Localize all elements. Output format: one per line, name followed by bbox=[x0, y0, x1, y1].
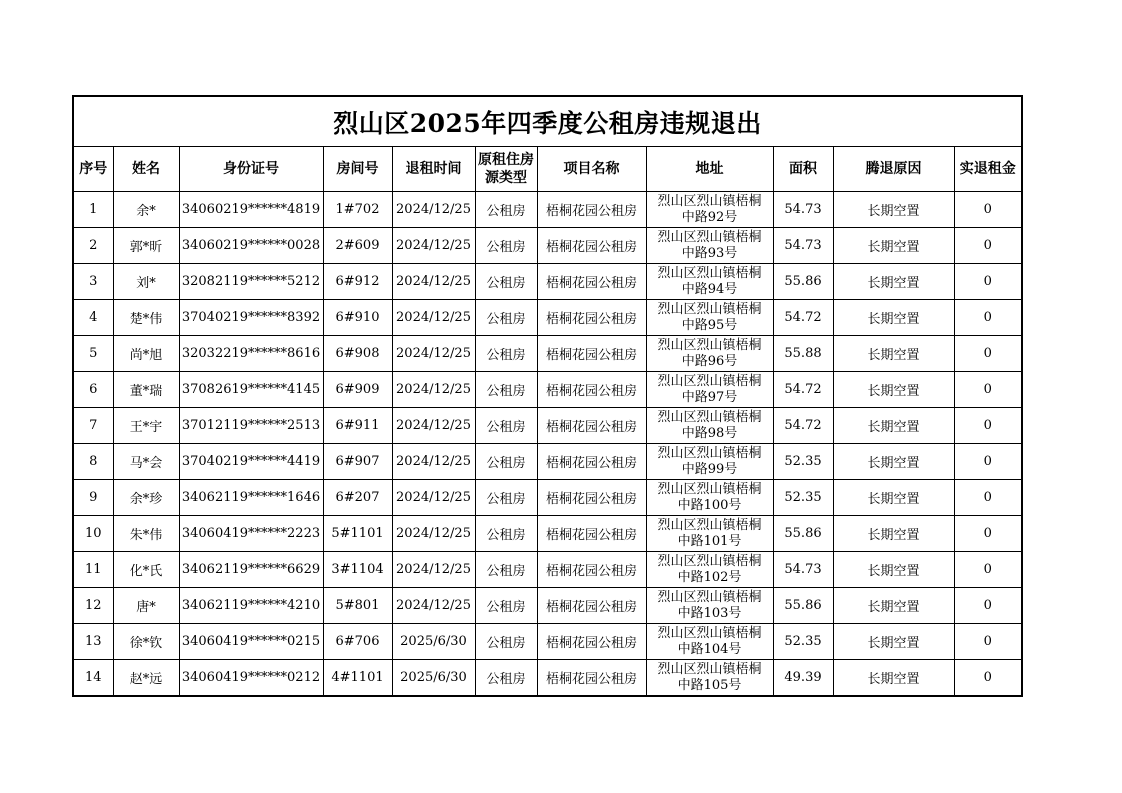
cell-project: 梧桐花园公租房 bbox=[537, 408, 646, 444]
table-row bbox=[73, 660, 1022, 697]
cell-id: 34062119******6629 bbox=[179, 552, 323, 588]
cell-date: 2024/12/25 bbox=[392, 444, 475, 480]
cell-date: 2024/12/25 bbox=[392, 516, 475, 552]
cell-rent: 0 bbox=[954, 480, 1022, 516]
header-project: 项目名称 bbox=[537, 147, 646, 192]
cell-area: 55.88 bbox=[773, 336, 833, 372]
cell-rent: 0 bbox=[954, 408, 1022, 444]
cell-type: 公租房 bbox=[475, 192, 537, 228]
cell-rent: 0 bbox=[954, 588, 1022, 624]
cell-type: 公租房 bbox=[475, 444, 537, 480]
cell-name: 赵*远 bbox=[113, 660, 179, 697]
cell-rent: 0 bbox=[954, 372, 1022, 408]
cell-room: 6#207 bbox=[323, 480, 392, 516]
header-id: 身份证号 bbox=[179, 147, 323, 192]
cell-project: 梧桐花园公租房 bbox=[537, 300, 646, 336]
address-line1: 烈山区烈山镇梧桐 bbox=[657, 229, 762, 245]
cell-id: 32032219******8616 bbox=[179, 336, 323, 372]
cell-area: 52.35 bbox=[773, 624, 833, 660]
cell-room: 1#702 bbox=[323, 192, 392, 228]
cell-id: 37082619******4145 bbox=[179, 372, 323, 408]
header-address: 地址 bbox=[646, 147, 773, 192]
cell-project: 梧桐花园公租房 bbox=[537, 444, 646, 480]
cell-seq: 6 bbox=[73, 372, 113, 408]
cell-date: 2024/12/25 bbox=[392, 552, 475, 588]
cell-seq: 3 bbox=[73, 264, 113, 300]
cell-id: 37012119******2513 bbox=[179, 408, 323, 444]
cell-area: 52.35 bbox=[773, 444, 833, 480]
cell-room: 6#907 bbox=[323, 444, 392, 480]
cell-room: 6#706 bbox=[323, 624, 392, 660]
cell-date: 2024/12/25 bbox=[392, 336, 475, 372]
cell-name: 楚*伟 bbox=[113, 300, 179, 336]
cell-area: 54.73 bbox=[773, 228, 833, 264]
cell-project: 梧桐花园公租房 bbox=[537, 192, 646, 228]
cell-room: 5#1101 bbox=[323, 516, 392, 552]
cell-reason: 长期空置 bbox=[833, 588, 954, 624]
cell-area: 55.86 bbox=[773, 588, 833, 624]
cell-name: 尚*旭 bbox=[113, 336, 179, 372]
address-line1: 烈山区烈山镇梧桐 bbox=[657, 373, 762, 389]
cell-id: 37040219******4419 bbox=[179, 444, 323, 480]
cell-room: 5#801 bbox=[323, 588, 392, 624]
address-line2: 中路103号 bbox=[677, 605, 742, 621]
address-line1: 烈山区烈山镇梧桐 bbox=[657, 589, 762, 605]
cell-reason: 长期空置 bbox=[833, 192, 954, 228]
cell-date: 2024/12/25 bbox=[392, 480, 475, 516]
cell-project: 梧桐花园公租房 bbox=[537, 660, 646, 697]
cell-type: 公租房 bbox=[475, 300, 537, 336]
address-line1: 烈山区烈山镇梧桐 bbox=[657, 301, 762, 317]
cell-rent: 0 bbox=[954, 516, 1022, 552]
address-line1: 烈山区烈山镇梧桐 bbox=[657, 553, 762, 569]
cell-id: 34060419******2223 bbox=[179, 516, 323, 552]
cell-address bbox=[646, 660, 773, 697]
cell-address bbox=[646, 444, 773, 480]
cell-seq: 12 bbox=[73, 588, 113, 624]
cell-room: 4#1101 bbox=[323, 660, 392, 697]
header-type-line2: 源类型 bbox=[485, 170, 527, 186]
cell-type: 公租房 bbox=[475, 624, 537, 660]
cell-date: 2024/12/25 bbox=[392, 588, 475, 624]
cell-id: 34062119******1646 bbox=[179, 480, 323, 516]
address-line2: 中路105号 bbox=[677, 677, 742, 693]
header-type-line1: 原租住房 bbox=[478, 152, 534, 168]
cell-project: 梧桐花园公租房 bbox=[537, 372, 646, 408]
cell-id: 34060419******0212 bbox=[179, 660, 323, 697]
cell-address bbox=[646, 264, 773, 300]
cell-project: 梧桐花园公租房 bbox=[537, 228, 646, 264]
cell-reason: 长期空置 bbox=[833, 336, 954, 372]
table-row bbox=[73, 480, 1022, 516]
cell-area: 49.39 bbox=[773, 660, 833, 697]
cell-room: 6#908 bbox=[323, 336, 392, 372]
cell-date: 2025/6/30 bbox=[392, 624, 475, 660]
cell-date: 2024/12/25 bbox=[392, 300, 475, 336]
header-area: 面积 bbox=[773, 147, 833, 192]
cell-date: 2025/6/30 bbox=[392, 660, 475, 697]
cell-project: 梧桐花园公租房 bbox=[537, 264, 646, 300]
cell-area: 54.73 bbox=[773, 552, 833, 588]
table-row bbox=[73, 408, 1022, 444]
cell-address bbox=[646, 300, 773, 336]
cell-id: 34060219******4819 bbox=[179, 192, 323, 228]
cell-seq: 4 bbox=[73, 300, 113, 336]
cell-type: 公租房 bbox=[475, 480, 537, 516]
cell-type: 公租房 bbox=[475, 336, 537, 372]
address-line2: 中路97号 bbox=[681, 389, 738, 405]
cell-area: 55.86 bbox=[773, 264, 833, 300]
address-line2: 中路94号 bbox=[681, 281, 738, 297]
cell-room: 6#910 bbox=[323, 300, 392, 336]
cell-area: 54.72 bbox=[773, 372, 833, 408]
table-row bbox=[73, 516, 1022, 552]
cell-name: 王*宇 bbox=[113, 408, 179, 444]
cell-reason: 长期空置 bbox=[833, 480, 954, 516]
address-line2: 中路101号 bbox=[677, 533, 742, 549]
cell-id: 34060419******0215 bbox=[179, 624, 323, 660]
cell-name: 朱*伟 bbox=[113, 516, 179, 552]
cell-address bbox=[646, 588, 773, 624]
address-line1: 烈山区烈山镇梧桐 bbox=[657, 409, 762, 425]
header-rent: 实退租金 bbox=[954, 147, 1022, 192]
cell-address bbox=[646, 336, 773, 372]
cell-seq: 9 bbox=[73, 480, 113, 516]
cell-seq: 11 bbox=[73, 552, 113, 588]
cell-date: 2024/12/25 bbox=[392, 408, 475, 444]
cell-reason: 长期空置 bbox=[833, 372, 954, 408]
cell-seq: 2 bbox=[73, 228, 113, 264]
cell-rent: 0 bbox=[954, 624, 1022, 660]
cell-name: 唐* bbox=[113, 588, 179, 624]
address-line1: 烈山区烈山镇梧桐 bbox=[657, 193, 762, 209]
cell-area: 54.72 bbox=[773, 408, 833, 444]
cell-rent: 0 bbox=[954, 300, 1022, 336]
cell-reason: 长期空置 bbox=[833, 552, 954, 588]
cell-reason: 长期空置 bbox=[833, 408, 954, 444]
cell-name: 徐*钦 bbox=[113, 624, 179, 660]
cell-rent: 0 bbox=[954, 264, 1022, 300]
cell-address bbox=[646, 228, 773, 264]
cell-name: 董*瑞 bbox=[113, 372, 179, 408]
address-line1: 烈山区烈山镇梧桐 bbox=[657, 445, 762, 461]
address-line1: 烈山区烈山镇梧桐 bbox=[657, 265, 762, 281]
cell-room: 2#609 bbox=[323, 228, 392, 264]
cell-date: 2024/12/25 bbox=[392, 228, 475, 264]
cell-name: 刘* bbox=[113, 264, 179, 300]
cell-reason: 长期空置 bbox=[833, 228, 954, 264]
address-line1: 烈山区烈山镇梧桐 bbox=[657, 661, 762, 677]
cell-type: 公租房 bbox=[475, 516, 537, 552]
address-line2: 中路95号 bbox=[681, 317, 738, 333]
address-line2: 中路98号 bbox=[681, 425, 738, 441]
table-row bbox=[73, 228, 1022, 264]
eviction-table bbox=[72, 95, 1023, 697]
cell-area: 54.72 bbox=[773, 300, 833, 336]
cell-seq: 14 bbox=[73, 660, 113, 697]
table-body bbox=[73, 192, 1022, 697]
header-reason: 腾退原因 bbox=[833, 147, 954, 192]
cell-type: 公租房 bbox=[475, 588, 537, 624]
cell-area: 52.35 bbox=[773, 480, 833, 516]
cell-seq: 8 bbox=[73, 444, 113, 480]
cell-reason: 长期空置 bbox=[833, 300, 954, 336]
cell-date: 2024/12/25 bbox=[392, 264, 475, 300]
table-row bbox=[73, 300, 1022, 336]
table-row bbox=[73, 444, 1022, 480]
cell-id: 34060219******0028 bbox=[179, 228, 323, 264]
cell-room: 6#911 bbox=[323, 408, 392, 444]
address-line2: 中路99号 bbox=[681, 461, 738, 477]
cell-type: 公租房 bbox=[475, 228, 537, 264]
header-row bbox=[73, 147, 1022, 192]
cell-rent: 0 bbox=[954, 192, 1022, 228]
header-seq: 序号 bbox=[73, 147, 113, 192]
address-line2: 中路93号 bbox=[681, 245, 738, 261]
cell-name: 马*会 bbox=[113, 444, 179, 480]
cell-project: 梧桐花园公租房 bbox=[537, 336, 646, 372]
cell-date: 2024/12/25 bbox=[392, 372, 475, 408]
cell-room: 6#912 bbox=[323, 264, 392, 300]
cell-seq: 1 bbox=[73, 192, 113, 228]
address-line1: 烈山区烈山镇梧桐 bbox=[657, 481, 762, 497]
table-row bbox=[73, 336, 1022, 372]
cell-rent: 0 bbox=[954, 336, 1022, 372]
table-row bbox=[73, 372, 1022, 408]
cell-address bbox=[646, 372, 773, 408]
cell-rent: 0 bbox=[954, 444, 1022, 480]
cell-rent: 0 bbox=[954, 660, 1022, 697]
table-row bbox=[73, 192, 1022, 228]
cell-type: 公租房 bbox=[475, 660, 537, 697]
address-line2: 中路102号 bbox=[677, 569, 742, 585]
header-room: 房间号 bbox=[323, 147, 392, 192]
table-row bbox=[73, 264, 1022, 300]
table-row bbox=[73, 624, 1022, 660]
cell-type: 公租房 bbox=[475, 408, 537, 444]
cell-name: 余*珍 bbox=[113, 480, 179, 516]
address-line2: 中路100号 bbox=[677, 497, 742, 513]
cell-address bbox=[646, 192, 773, 228]
cell-area: 55.86 bbox=[773, 516, 833, 552]
cell-project: 梧桐花园公租房 bbox=[537, 588, 646, 624]
cell-date: 2024/12/25 bbox=[392, 192, 475, 228]
table-row bbox=[73, 552, 1022, 588]
title-row bbox=[73, 96, 1022, 147]
cell-type: 公租房 bbox=[475, 264, 537, 300]
header-name: 姓名 bbox=[113, 147, 179, 192]
cell-project: 梧桐花园公租房 bbox=[537, 516, 646, 552]
cell-address bbox=[646, 480, 773, 516]
cell-address bbox=[646, 552, 773, 588]
address-line2: 中路104号 bbox=[677, 641, 742, 657]
cell-reason: 长期空置 bbox=[833, 264, 954, 300]
cell-project: 梧桐花园公租房 bbox=[537, 624, 646, 660]
cell-id: 32082119******5212 bbox=[179, 264, 323, 300]
table-title: 烈山区2025年四季度公租房违规退出 bbox=[73, 96, 1022, 147]
cell-name: 余* bbox=[113, 192, 179, 228]
address-line2: 中路96号 bbox=[681, 353, 738, 369]
cell-project: 梧桐花园公租房 bbox=[537, 552, 646, 588]
cell-reason: 长期空置 bbox=[833, 444, 954, 480]
cell-type: 公租房 bbox=[475, 552, 537, 588]
cell-seq: 13 bbox=[73, 624, 113, 660]
cell-type: 公租房 bbox=[475, 372, 537, 408]
address-line1: 烈山区烈山镇梧桐 bbox=[657, 517, 762, 533]
cell-address bbox=[646, 408, 773, 444]
cell-seq: 10 bbox=[73, 516, 113, 552]
cell-rent: 0 bbox=[954, 552, 1022, 588]
header-date: 退租时间 bbox=[392, 147, 475, 192]
cell-id: 37040219******8392 bbox=[179, 300, 323, 336]
address-line2: 中路92号 bbox=[681, 209, 738, 225]
cell-seq: 5 bbox=[73, 336, 113, 372]
cell-seq: 7 bbox=[73, 408, 113, 444]
cell-address bbox=[646, 624, 773, 660]
cell-name: 化*氏 bbox=[113, 552, 179, 588]
cell-id: 34062119******4210 bbox=[179, 588, 323, 624]
cell-name: 郭*昕 bbox=[113, 228, 179, 264]
table-row bbox=[73, 588, 1022, 624]
cell-rent: 0 bbox=[954, 228, 1022, 264]
address-line1: 烈山区烈山镇梧桐 bbox=[657, 337, 762, 353]
address-line1: 烈山区烈山镇梧桐 bbox=[657, 625, 762, 641]
cell-address bbox=[646, 516, 773, 552]
header-type bbox=[475, 147, 537, 192]
cell-project: 梧桐花园公租房 bbox=[537, 480, 646, 516]
cell-room: 3#1104 bbox=[323, 552, 392, 588]
cell-room: 6#909 bbox=[323, 372, 392, 408]
cell-area: 54.73 bbox=[773, 192, 833, 228]
cell-reason: 长期空置 bbox=[833, 660, 954, 697]
cell-reason: 长期空置 bbox=[833, 516, 954, 552]
cell-reason: 长期空置 bbox=[833, 624, 954, 660]
